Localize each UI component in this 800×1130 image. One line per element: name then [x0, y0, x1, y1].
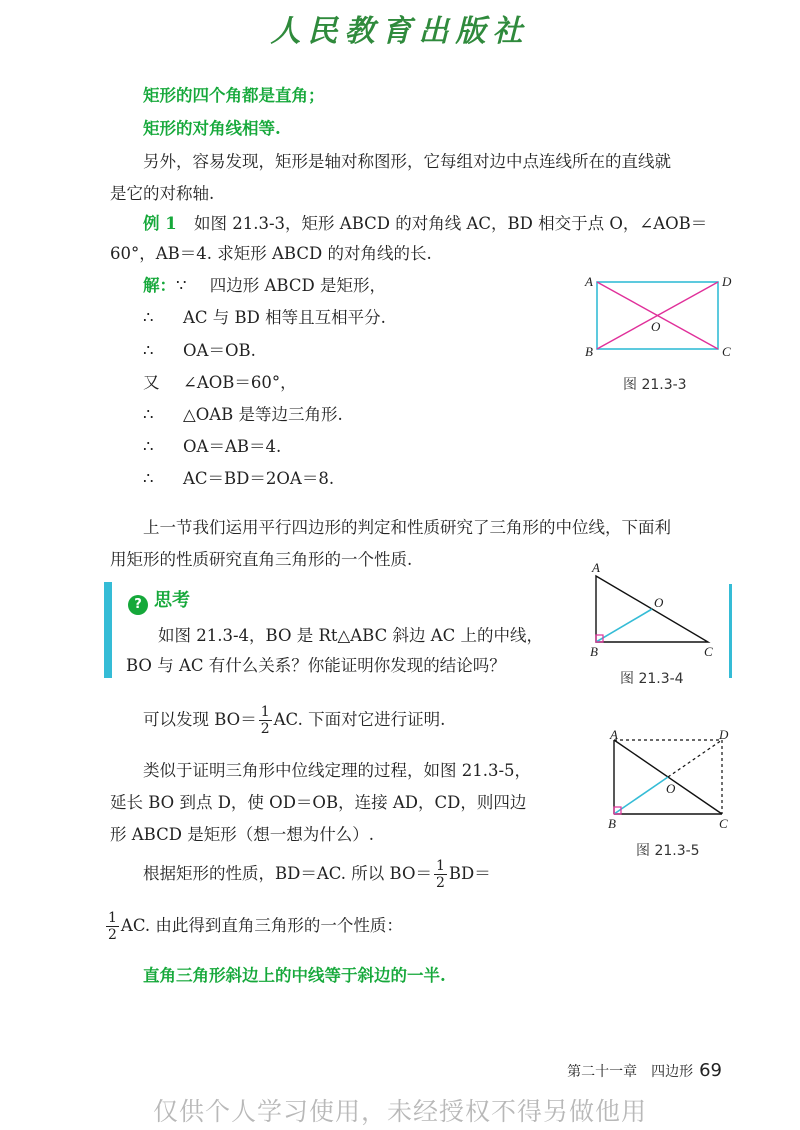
- chapter-title: 第二十一章 四边形: [567, 1064, 694, 1080]
- fraction-denominator: 2: [260, 721, 270, 737]
- think-header: [128, 586, 190, 615]
- property-equal-diagonals: 矩形的对角线相等.: [143, 119, 281, 138]
- therefore-symbol: ∴: [143, 437, 154, 456]
- solution-text-6: AC＝BD＝2OA＝8.: [183, 469, 335, 488]
- label-a: A: [610, 728, 618, 742]
- conclude-line2: [104, 910, 403, 943]
- fraction-numerator: 1: [260, 704, 270, 720]
- think-line1: 如图 21.3-4，BO 是 Rt△ABC 斜边 AC 上的中线，: [158, 626, 543, 645]
- property-right-angles: 矩形的四个角都是直角；: [143, 86, 325, 105]
- solution-step-6: [143, 465, 334, 489]
- solution-step-0: [143, 272, 386, 296]
- think-box: [104, 582, 572, 678]
- think-title: 思考: [154, 590, 190, 611]
- solution-text-3: ∠AOB＝60°，: [183, 373, 297, 392]
- proof-line1: 类似于证明三角形中位线定理的过程，如图 21.3-5，: [143, 761, 532, 780]
- proof-line3: 形 ABCD 是矩形（想一想为什么）.: [110, 825, 374, 844]
- solution-step-5: [143, 433, 281, 457]
- label-o: O: [651, 319, 661, 334]
- fraction-denominator: 2: [436, 875, 445, 891]
- figure-right-triangle-median: [580, 560, 740, 660]
- example-line1: [143, 210, 707, 234]
- fraction-one-half: [259, 704, 272, 737]
- fraction-numerator: 1: [108, 910, 117, 926]
- example-label: 例 1: [143, 214, 177, 233]
- discover-suffix: AC. 下面对它进行证明.: [273, 710, 446, 729]
- midline-paragraph-line1: 上一节我们运用平行四边形的判定和性质研究了三角形的中位线，下面利: [143, 518, 671, 537]
- label-d: D: [719, 728, 729, 742]
- caption-fig-21-3-3: 图 21.3-3: [623, 377, 687, 393]
- page-number: 69: [699, 1060, 722, 1081]
- solution-text-5: OA＝AB＝4.: [183, 437, 282, 456]
- conclude-suffix: BD＝: [448, 864, 491, 883]
- label-c: C: [719, 816, 728, 831]
- therefore-symbol: ∴: [143, 405, 154, 424]
- label-a: A: [592, 560, 600, 575]
- axis-paragraph-line2: 是它的对称轴.: [110, 184, 215, 203]
- solution-text-1: AC 与 BD 相等且互相平分.: [183, 308, 386, 327]
- solution-label: 解：: [143, 276, 176, 295]
- therefore-symbol: ∴: [143, 308, 154, 327]
- median-bo: [596, 609, 652, 642]
- solution-step-3: [143, 369, 297, 393]
- label-b: B: [590, 644, 598, 659]
- label-b: B: [608, 816, 616, 831]
- example-text1: 如图 21.3-3，矩形 ABCD 的对角线 AC，BD 相交于点 O，∠AOB＝: [193, 214, 708, 233]
- also-word: 又: [143, 373, 160, 392]
- think-box-right-bar: [729, 584, 732, 678]
- axis-paragraph-line1: 另外，容易发现，矩形是轴对称图形，它每组对边中点连线所在的直线就: [143, 152, 671, 171]
- conclude-prefix: 根据矩形的性质，BD＝AC. 所以 BO＝: [143, 864, 432, 883]
- theorem-median-half-hypotenuse: 直角三角形斜边上的中线等于斜边的一半.: [143, 966, 446, 985]
- solution-step-4: [143, 401, 343, 425]
- caption-fig-21-3-4: 图 21.3-4: [620, 671, 684, 687]
- watermark: 仅供个人学习使用，未经授权不得另做他用: [152, 1097, 647, 1126]
- label-b: B: [585, 344, 593, 359]
- conclude-line1: [143, 858, 491, 891]
- page-footer: [567, 1060, 722, 1081]
- solution-text-0: 四边形 ABCD 是矩形，: [209, 276, 386, 295]
- label-d: D: [722, 274, 732, 289]
- conclude-suffix2: AC. 由此得到直角三角形的一个性质：: [120, 916, 403, 935]
- label-c: C: [722, 344, 731, 359]
- proof-line2: 延长 BO 到点 D，使 OD＝OB，连接 AD，CD，则四边: [110, 793, 527, 812]
- discover-prefix: 可以发现 BO＝: [143, 710, 257, 729]
- dashed-od: [668, 740, 722, 777]
- midline-paragraph-line2: 用矩形的性质研究直角三角形的一个性质.: [110, 550, 413, 569]
- fraction-numerator: 1: [436, 858, 445, 874]
- fraction-one-half: [434, 858, 447, 891]
- because-symbol: ∵: [176, 276, 187, 295]
- label-c: C: [704, 644, 713, 659]
- therefore-symbol: ∴: [143, 341, 154, 360]
- publisher-logo: 人民教育出版社: [270, 14, 530, 49]
- fraction-one-half: [106, 910, 119, 943]
- lightbulb-icon: ?: [128, 595, 148, 615]
- solution-step-2: [143, 337, 256, 361]
- example-line2: 60°，AB＝4. 求矩形 ABCD 的对角线的长.: [110, 244, 432, 263]
- label-a: A: [585, 274, 593, 289]
- solution-text-4: △OAB 是等边三角形.: [183, 405, 343, 424]
- label-o: O: [666, 781, 676, 796]
- therefore-symbol: ∴: [143, 469, 154, 488]
- figure-rectangle-diagonals: [580, 270, 740, 366]
- fraction-denominator: 2: [108, 927, 117, 943]
- solution-text-2: OA＝OB.: [183, 341, 256, 360]
- label-o: O: [654, 595, 664, 610]
- discover-line: [143, 704, 445, 737]
- median-bo: [614, 777, 668, 814]
- figure-extended-rectangle: [598, 728, 748, 832]
- solution-step-1: [143, 304, 386, 328]
- caption-fig-21-3-5: 图 21.3-5: [636, 843, 700, 859]
- think-line2: BO 与 AC 有什么关系？你能证明你发现的结论吗？: [126, 656, 506, 675]
